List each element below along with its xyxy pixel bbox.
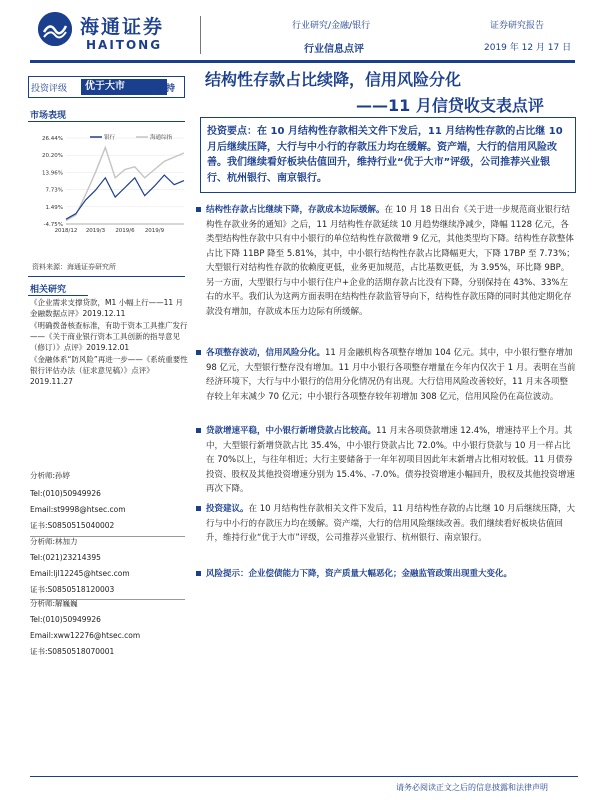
- bullet-lead: 各项整存波动，信用风险分化。: [206, 348, 326, 358]
- rating-label: 投资评级: [31, 84, 68, 94]
- related-item[interactable]: 《金融体系“防风险”再进一步——《系统重要性银行评估办法（征求意见稿）》点评》2019.11.27: [30, 355, 188, 386]
- bullet-lead: 投资建议。: [206, 504, 249, 514]
- analyst-cert: 证书:S0850515040002: [30, 521, 115, 530]
- bullet-marker: [196, 571, 201, 576]
- legend-label: 银行: [104, 135, 116, 141]
- bullet-text: 在 10 月 18 日出台《关于进一步规范商业银行结构性存款业务的通知》之后，11 月结构性存款延续 10 月趋势继续净减少，降幅 1128 亿元，各类型结构性存款中只有中小银行的单位结构性存款微增 9 亿元，其他类型均下降。结构性存款整体占比下降 11BP 降至 5.81%，其中，中小银行结构性存款占比降幅更大，下降 17BP 至 7.73%；大型银行对结构性存款的依赖度更低，业务更加规范，占比基数更低，为 3.95%，环比降 9BP。另一方面，大型银行与中小银行住户+企业的活期存款占比没有下降，分别保持在 43%、33%左右的水平。我们认为这两方面表明在结构性存款监管导向下，结构性存款压降的同时其他定期化存款没有增加，存款成本压力边际有所缓解。: [206, 205, 575, 317]
- analyst-phone: Tel:(021)23214395: [30, 553, 101, 562]
- bullet-loans: [206, 424, 576, 497]
- y-tick-label: 1.49%: [45, 204, 63, 211]
- report-subtitle: 行业信息点评: [304, 44, 364, 55]
- related-rule: [28, 295, 88, 296]
- analyst-name: 分析师:解巍巍: [30, 599, 78, 608]
- bullet-text: 11 月金融机构各项整存增加 104 亿元。其中，中小银行整存增加 98 亿元，大型银行整存没有增加。11 月中小银行各项整存增量在今年内仅次于 1 月。表明在当前经济环境下，大行与中小银行的信用分化情况仍有出现。大行信用风险改善较好，11 月末各项整存较上年末减少 70 亿元；中小银行各项整存较年初增加 308 亿元，信用风险仍在高位波动。: [206, 348, 576, 402]
- bullet-investment-advice: [206, 502, 576, 546]
- report-type: 证券研究报告: [490, 21, 545, 31]
- bullet-text: 11 月末各项贷款增速 12.4%，增速持平上个月。其中，大型银行新增贷款占比 35.4%，中小银行贷款占比 72.0%。中小银行贷款与 10 月一样占比在 70%以上，与往年相近；大行主要储备于一年年初项目因此年末新增占比相对较低。11 月债券投资、股权及其他投资增速分别为 15.4%、-7.0%。债券投资增速小幅回升，股权及其他投资增速再次下降。: [206, 426, 575, 494]
- bullet-marker: [196, 350, 201, 355]
- y-tick-label: -4.75%: [43, 222, 63, 228]
- market-rule: [28, 121, 185, 122]
- bullet-lead: 贷款增速平稳，中小银行新增贷款占比较高。: [206, 426, 377, 436]
- bullet-credit-risk: [206, 346, 576, 404]
- bullet-marker: [196, 506, 201, 511]
- chart-bottom-rule: [28, 276, 185, 277]
- analyst-email[interactable]: Email:xww12276@htsec.com: [30, 631, 141, 640]
- bullet-marker: [196, 428, 201, 433]
- logo-text-en: HAITONG: [86, 38, 163, 52]
- bullet-lead: 风险提示：企业偿债能力下降，资产质量大幅恶化；金融监管政策出现重大变化。: [206, 569, 513, 579]
- related-section-title: 相关研究: [30, 285, 67, 295]
- logo-text-cn: 海通证券: [80, 16, 165, 38]
- y-tick-label: 26.44%: [42, 136, 63, 142]
- footer-disclaimer: 请务必阅读正文之后的信息披露和法律声明: [396, 783, 548, 792]
- footer-rule: [30, 776, 578, 777]
- market-performance-chart: [28, 128, 188, 238]
- report-date: 2019 年 12 月 17 日: [484, 43, 572, 53]
- analyst-cert: 证书:S0850518120003: [30, 585, 115, 594]
- bullet-deposits: [206, 203, 576, 319]
- report-title: 结构性存款占比续降，信用风险分化: [205, 70, 462, 89]
- y-tick-label: 7.73%: [45, 187, 63, 194]
- bullet-marker: [196, 207, 201, 212]
- x-tick-label: 2019/9: [144, 228, 165, 234]
- market-section-title: 市场表现: [30, 111, 67, 121]
- report-category: 行业研究/金融/银行: [292, 21, 371, 31]
- x-tick-label: 2019/3: [85, 228, 106, 234]
- x-tick-label: 2019/6: [115, 228, 135, 234]
- bullet-risk-warning: [206, 567, 576, 582]
- summary-text: 投资要点：在 10 月结构性存款相关文件下发后，11 月结构性存款的占比继 10 月后继续压降，大行与中小行的存款压力均在缓解。资产端，大行的信用风险改善。我们继续看好板块估值回升，维持行业“优于大市”评级，公司推荐兴业银行、杭州银行、南京银行。: [207, 126, 563, 184]
- y-tick-label: 13.96%: [42, 170, 63, 177]
- analyst-email[interactable]: Email:st9998@htsec.com: [30, 505, 126, 514]
- analyst-cert: 证书:S0850518070001: [30, 647, 115, 656]
- x-tick-label: 2018/12: [54, 228, 78, 234]
- bullet-text: 在 10 月结构性存款相关文件下发后，11 月结构性存款的占比继 10 月后继续压降，大行与中小行的存款压力均在缓解。资产端，大行的信用风险继续改善。我们继续看好板块估值回升，维持行业“优于大市”评级，公司推荐兴业银行、杭州银行、南京银行。: [206, 504, 575, 543]
- rating-box: [28, 76, 185, 98]
- y-tick-label: 20.20%: [42, 153, 63, 160]
- analyst-phone: Tel:(010)50949926: [30, 615, 101, 624]
- header-divider: [200, 16, 201, 54]
- legend-label: 海通综指: [150, 135, 173, 141]
- rating-value: 优于大市: [81, 79, 167, 95]
- chart-source: 资料来源：海通证券研究所: [32, 263, 116, 271]
- analyst-phone: Tel:(010)50949926: [30, 489, 101, 498]
- report-title-sub: ——11 月信贷收支表点评: [356, 96, 544, 115]
- series-line-haitong-index: [66, 148, 184, 221]
- analyst-name: 分析师:孙婷: [30, 471, 71, 480]
- related-item[interactable]: 《企业需求支撑贷款，M1 小幅上行——11 月金融数据点评》2019.12.11: [30, 298, 184, 318]
- haitong-logo-icon: [38, 12, 72, 46]
- summary-box: [200, 117, 576, 193]
- related-item[interactable]: 《明确拨备核查标准，有助于资本工具推广发行——《关于商业银行资本工具创新的指导意见（修订）》点评》2019.12.01: [30, 321, 188, 352]
- analyst-name: 分析师:林加力: [30, 537, 78, 546]
- header-rule: [30, 60, 575, 63]
- analyst-email[interactable]: Email:ljl12245@htsec.com: [30, 569, 130, 578]
- rating-change: 维持: [157, 84, 176, 94]
- bullet-lead: 结构性存款占比继续下降，存款成本边际缓解。: [206, 205, 385, 215]
